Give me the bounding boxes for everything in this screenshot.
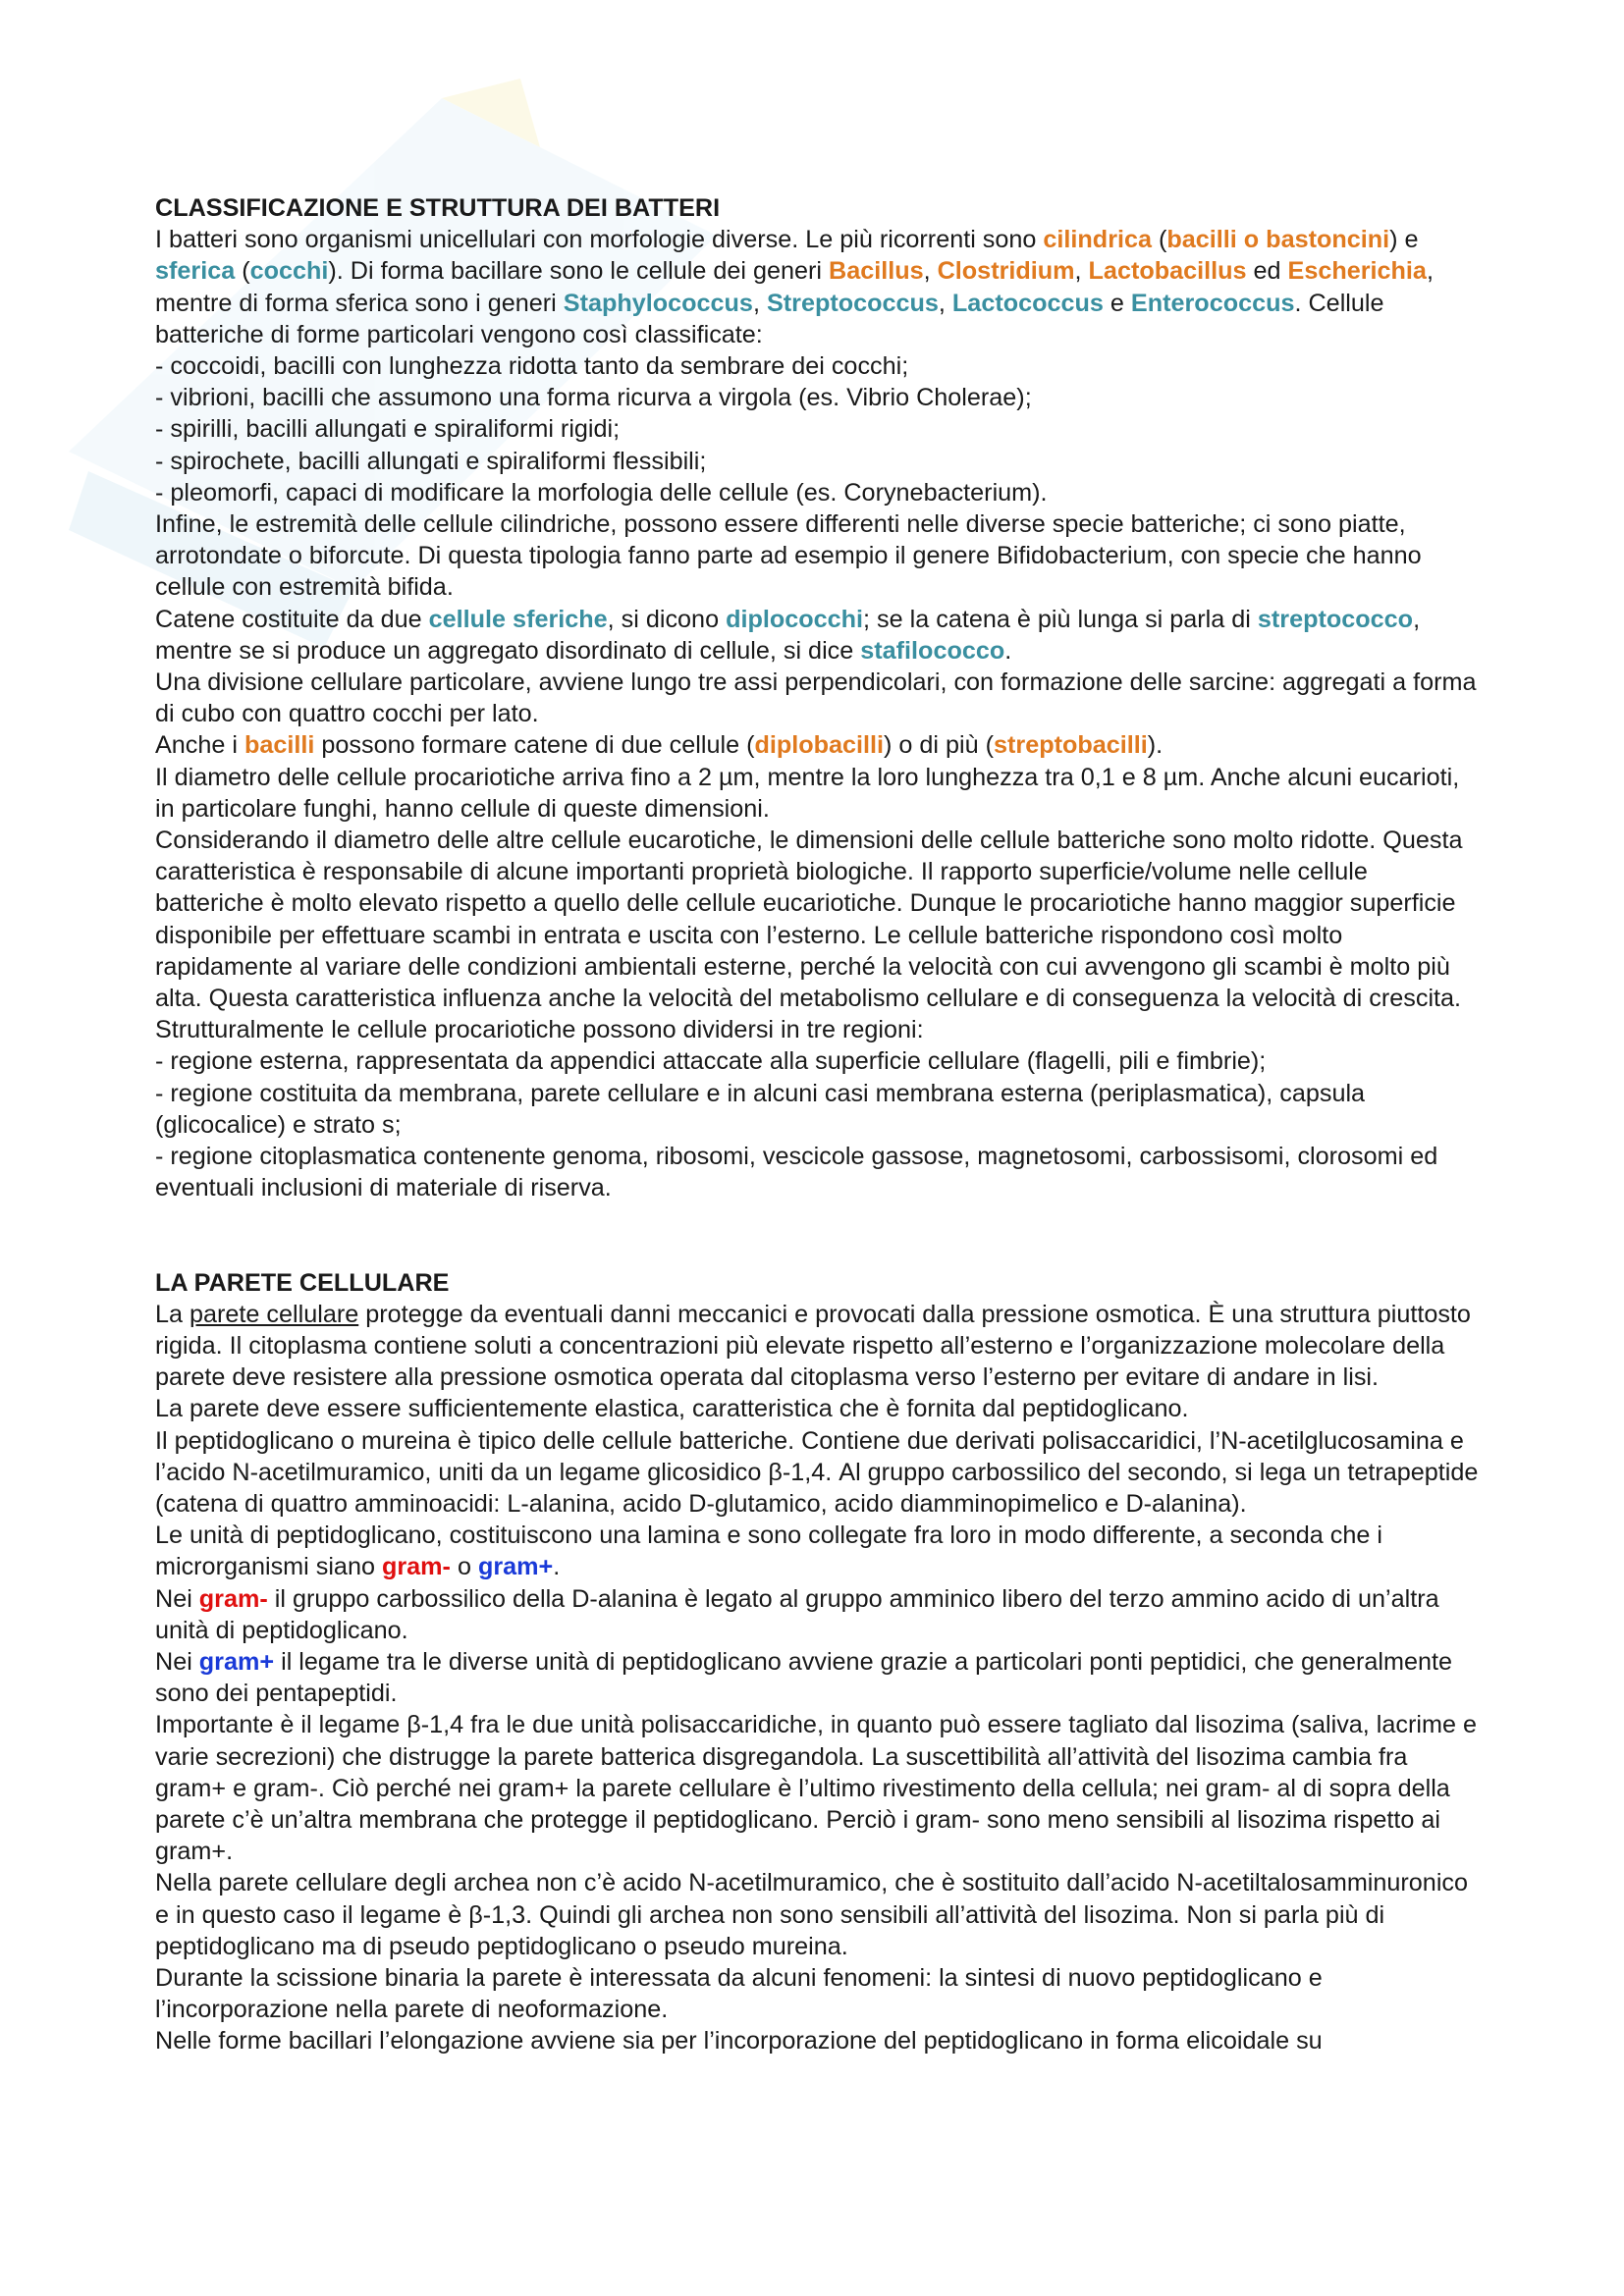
text-run: , mentre se si produce un aggregato disordinato di cellule, si dice — [155, 605, 1421, 665]
text-run: e l’ — [155, 1426, 1464, 1486]
text-run: la parete cellulare è l’ultimo rivestimento della cellula; — [568, 1774, 1165, 1802]
paragraph — [155, 1299, 1481, 1394]
text-run: materiale di riserva — [396, 1174, 605, 1202]
text-run: . Di questa tipologia fanno parte ad esempio il genere — [404, 542, 997, 570]
paragraph — [155, 1962, 1481, 2025]
text-run: o — [450, 1553, 478, 1581]
text-run: La — [155, 1300, 190, 1328]
text-run: sarcine — [1188, 668, 1270, 697]
paragraph — [155, 1646, 1481, 1709]
paragraph — [155, 1014, 1481, 1045]
text-run: , — [752, 289, 767, 317]
text-run: . — [604, 1174, 612, 1202]
text-run: . Contiene due derivati polisaccaridici, l’ — [787, 1426, 1221, 1455]
text-run: - — [155, 352, 171, 381]
text-run: gram+ — [477, 1553, 554, 1581]
text-run: , bacilli allungati e spiraliformi flessibili; — [284, 447, 707, 475]
paragraph — [155, 667, 1481, 729]
text-run: parete cellulare — [189, 1300, 359, 1328]
text-run: diplococchi — [726, 605, 864, 633]
text-run: , bacilli con lunghezza ridotta tanto da sembrare dei cocchi; — [259, 352, 909, 381]
text-run: Bifidobacterium — [996, 542, 1167, 570]
text-run: , — [1266, 1079, 1280, 1107]
text-run: e in alcuni casi — [699, 1079, 876, 1107]
text-run: genoma — [552, 1143, 642, 1171]
text-run: . — [553, 1553, 561, 1581]
text-run: ). — [1147, 731, 1164, 760]
text-run: spirochete — [170, 447, 285, 475]
text-run: rapporto superficie/volume — [940, 858, 1232, 886]
text-run: Le unità di peptidoglicano, costituiscono una lamina e sono collegate fra loro in modo differente, a seconda che i microrganismi siano — [155, 1522, 1382, 1581]
paragraph — [155, 1867, 1481, 1962]
text-run: capsula (glicocalice) — [155, 1079, 1366, 1139]
text-run: cilindrica — [1043, 226, 1153, 254]
paragraph — [155, 1709, 1481, 1867]
text-run: tipico delle cellule batteriche — [478, 1426, 788, 1455]
text-run: , caratteristica che è fornita dal — [678, 1395, 1023, 1423]
text-run: sono organismi unicellulari con morfologie diverse. Le più ricorrenti sono — [238, 226, 1044, 254]
text-run: e — [1149, 1047, 1177, 1076]
text-run: e — [1098, 1489, 1126, 1518]
text-run: , — [1125, 1143, 1140, 1171]
section-gap — [155, 1204, 1481, 1267]
text-run: Escherichia — [1287, 257, 1427, 286]
text-run: , — [1105, 1047, 1119, 1076]
text-run: clorosomi — [1297, 1143, 1404, 1171]
text-run: ). Di forma bacillare sono le cellule dei generi — [328, 257, 830, 286]
text-run: bacilli o bastoncini — [1166, 226, 1390, 254]
text-run: Anche i — [155, 731, 245, 760]
text-run: acido D-glutamico — [623, 1489, 821, 1518]
text-run: Il peptidoglicano o mureina è — [155, 1426, 479, 1455]
text-run: fra le due unità polisaccaridiche, in quanto può essere — [463, 1711, 1069, 1739]
text-run: ( — [1152, 226, 1167, 254]
text-run: , con specie che hanno cellule con — [155, 542, 1422, 602]
text-run: Streptococcus — [766, 289, 939, 317]
text-run: - — [155, 415, 171, 444]
text-run: regione citoplasmatica — [170, 1143, 416, 1171]
text-run: Il diametro delle cellule procariotiche arriva fino a 2 µm, mentre la loro lunghezza tra 0,1 e 8 µm. Anche alcuni eucarioti, in particolare funghi, hanno cellule di queste dimensioni. — [155, 763, 1460, 823]
text-run: . — [446, 573, 454, 602]
section-title: LA PARETE CELLULARE — [155, 1268, 450, 1297]
text-run: ribosomi — [655, 1143, 749, 1171]
text-run: ed eventuali inclusioni di — [155, 1143, 1438, 1202]
text-run: , capaci di modificare la morfologia delle cellule (es. Corynebacterium). — [271, 478, 1048, 507]
text-run: , — [938, 289, 952, 317]
text-run: , — [609, 1489, 623, 1518]
text-run: La parete deve essere sufficientemente — [155, 1395, 595, 1423]
text-run: contenente — [416, 1143, 553, 1171]
text-run: possono formare catene di due cellule ( — [314, 731, 755, 760]
paragraph — [155, 2025, 1481, 2056]
text-run: parete cellulare — [530, 1079, 700, 1107]
text-run: Nelle forme bacillari l’elongazione avviene sia per l’incorporazione del peptidoglicano in forma elicoidale su — [155, 2027, 1323, 2056]
text-run: membrana esterna (periplasmatica) — [875, 1079, 1267, 1107]
text-run: , bacilli che assumono una forma ricurva a virgola (es. Vibrio Cholerae); — [248, 384, 1032, 412]
text-run: spirilli — [170, 415, 233, 444]
text-run: forme particolari — [297, 320, 474, 348]
text-run: , — [748, 1143, 763, 1171]
text-run: , — [516, 1079, 531, 1107]
text-run: streptococco — [1257, 605, 1414, 633]
text-run: - — [155, 384, 171, 412]
paragraph — [155, 1141, 1481, 1203]
paragraph — [155, 1425, 1481, 1521]
text-run: vescicole gassose — [762, 1143, 964, 1171]
text-run: strato s — [313, 1110, 395, 1139]
paragraph — [155, 1045, 1481, 1077]
text-run: gram- — [381, 1553, 451, 1581]
paragraph — [155, 508, 1481, 604]
text-run: magnetosomi — [977, 1143, 1126, 1171]
text-run: ( — [1019, 1047, 1036, 1076]
text-run: , — [820, 1489, 835, 1518]
text-run: Considerando il diametro delle altre cellule eucarotiche, le dimensioni delle cellule batteriche sono molto ridotte. Questa caratteristica è responsabile di alcune importanti proprietà biologiche. Il — [155, 827, 1463, 886]
text-run: il legame tra le diverse unità di peptidoglicano avviene grazie a particolari ponti peptidici, che generalmente sono dei pentapeptidi. — [155, 1647, 1453, 1708]
text-run: gram+ — [198, 1647, 275, 1676]
text-run: ) o di più ( — [884, 731, 995, 760]
text-run: membrana — [398, 1079, 517, 1107]
paragraph — [155, 382, 1481, 413]
text-run: ; — [394, 1110, 402, 1139]
text-run: Lactococcus — [951, 289, 1104, 317]
paragraph — [155, 825, 1481, 1014]
text-run: Una divisione cellulare particolare, avviene lungo tre assi perpendicolari, con formazione delle — [155, 668, 1189, 697]
text-run: (catena di quattro amminoacidi: — [155, 1489, 508, 1518]
text-run: coccoidi — [170, 352, 260, 381]
paragraph — [155, 604, 1481, 667]
text-run: Enterococcus — [1130, 289, 1295, 317]
text-run: , possono essere differenti nelle diverse specie batteriche; ci sono piatte, arrotondate o — [155, 510, 1406, 570]
text-run: ( — [235, 257, 250, 286]
text-run: , — [1074, 257, 1089, 286]
text-run: Catene costituite da due — [155, 605, 429, 633]
paragraph — [155, 413, 1481, 445]
text-run: , si dicono — [607, 605, 727, 633]
text-run: vengono così classificate: — [473, 320, 763, 348]
text-run: D-alanina — [1125, 1489, 1232, 1518]
paragraph — [155, 1078, 1481, 1141]
text-run: pili — [1118, 1047, 1150, 1076]
text-run: acido diamminopimelico — [834, 1489, 1099, 1518]
text-run: fimbrie — [1176, 1047, 1251, 1076]
text-run: Durante la scissione binaria la parete è interessata da alcuni fenomeni: la sintesi di nuovo peptidoglicano e l’incorporazione nella parete di neoformazione. — [155, 1963, 1323, 2024]
text-run: Strutturalmente — [155, 1016, 325, 1044]
text-run: : aggregati a forma di cubo con quattro cocchi per lato. — [155, 668, 1477, 728]
document-body — [155, 192, 1481, 2057]
text-run: bacilli — [244, 731, 315, 760]
text-run: , mentre di forma sferica sono i generi — [155, 257, 1434, 317]
text-run: cocchi — [249, 257, 329, 286]
text-run: Staphylococcus — [563, 289, 753, 317]
text-run: streptobacilli — [994, 731, 1148, 760]
text-run: L-alanina — [507, 1489, 610, 1518]
text-run: ); — [1250, 1047, 1267, 1076]
text-run: ). — [1231, 1489, 1247, 1518]
paragraph — [155, 1583, 1481, 1646]
text-run: ) e — [1389, 226, 1419, 254]
text-run: nei gram- — [1164, 1774, 1271, 1802]
text-run: Clostridium — [937, 257, 1075, 286]
text-run: al di sopra della parete c’è un’altra membrana che protegge il peptidoglicano. Perciò i gram- sono meno sensibili al lisozima rispetto ai gram+. — [155, 1774, 1450, 1866]
text-run: Lactobacillus — [1088, 257, 1247, 286]
text-run: - regione costituita da — [155, 1079, 399, 1107]
text-run: acido N-acetilmuramico — [166, 1458, 425, 1486]
paragraph — [155, 446, 1481, 477]
paragraph — [155, 1393, 1481, 1424]
text-run: , — [1283, 1143, 1298, 1171]
text-run: le cellule procariotiche possono dividersi in tre regioni: — [324, 1016, 924, 1044]
text-run: , — [641, 1143, 656, 1171]
text-run: Importante è il — [155, 1711, 319, 1739]
text-run: e — [1103, 289, 1131, 317]
text-run: , — [963, 1143, 978, 1171]
text-run: elastica — [594, 1395, 679, 1423]
text-run: sferica — [155, 257, 236, 286]
text-run: . Cellule batteriche di — [155, 289, 1384, 348]
text-run: e — [285, 1110, 313, 1139]
text-run: legame β-1,4 — [318, 1711, 464, 1739]
paragraph — [155, 477, 1481, 508]
text-run: . — [1004, 636, 1012, 665]
text-run: diplobacilli — [754, 731, 885, 760]
text-run: , rappresentata da — [342, 1047, 550, 1076]
paragraph — [155, 350, 1481, 382]
text-run: tetrapeptide — [1347, 1458, 1479, 1486]
text-run: ed — [1246, 257, 1288, 286]
text-run: , bacilli allungati e spiraliformi rigidi; — [232, 415, 621, 444]
text-run: estremità delle cellule cilindriche — [255, 510, 611, 539]
text-run: Nei — [155, 1647, 199, 1676]
paragraph — [155, 762, 1481, 825]
text-run: . — [1181, 1395, 1189, 1423]
text-run: gram- — [198, 1584, 268, 1613]
text-run: N-acetilglucosamina — [1220, 1426, 1443, 1455]
text-run: - — [155, 447, 171, 475]
paragraph — [155, 224, 1481, 350]
text-run: Infine, le — [155, 510, 256, 539]
text-run: non c’è acido N-acetilmuramico, che è sostituito dall’acido N-acetiltalosamminuronico e in questo caso il legame è β-1,3. Quindi gli archea non sono sensibili all’attività del lisozima. Non si parla più di peptidoglicano ma di pseudo peptidoglicano o pseudo mureina. — [155, 1869, 1469, 1960]
text-run: - — [155, 1143, 171, 1171]
text-run: pleomorfi — [170, 478, 272, 507]
text-run: biforcute — [308, 542, 405, 570]
text-run: nelle cellule batteriche è molto elevato rispetto a quello delle cellule eucariotiche. Dunque le procariotiche hanno maggior superficie disponibile per effettuare scambi in entrata e uscita con l’esterno. Le cellule batteriche rispondono così molto rapidamente al variare delle condizioni ambientali esterne, perché la velocità con cui avvengono gli scambi è molto più alta. Questa caratteristica influenza anche la velocità del metabolismo cellulare e di conseguenza la velocità di crescita. — [155, 858, 1462, 1013]
text-run: - — [155, 478, 171, 507]
text-run: Nella — [155, 1869, 219, 1897]
paragraph — [155, 729, 1481, 761]
text-run: Bacillus — [829, 257, 924, 286]
text-run: regione esterna — [170, 1047, 343, 1076]
text-run: - — [155, 1047, 171, 1076]
section-title: CLASSIFICAZIONE E STRUTTURA DEI BATTERI — [155, 194, 721, 222]
text-run: Nei — [155, 1584, 199, 1613]
text-run: protegge da eventuali danni meccanici e provocati dalla pressione osmotica. È una struttura piuttosto rigida. Il citoplasma contiene soluti a concentrazioni più elevate rispetto all’esterno e l’organizzazione molecolare della parete deve resistere alla pressione osmotica operata dal citoplasma verso l’esterno per evitare di andare in lisi. — [155, 1300, 1471, 1392]
text-run: nei gram+ — [458, 1774, 569, 1802]
text-run: I — [155, 226, 169, 254]
text-run: (saliva, lacrime e varie secrezioni) che distrugge la parete batterica disgregandola. La suscettibilità all’attività del lisozima cambia fra gram+ e gram-. Ciò perché — [155, 1711, 1477, 1802]
text-run: , uniti da un legame glicosidico β-1,4. Al gruppo carbossilico del secondo, si lega un — [424, 1458, 1348, 1486]
text-run: stafilococco — [860, 636, 1005, 665]
text-run: peptidoglicano — [1022, 1395, 1182, 1423]
text-run: parete cellulare degli archea — [218, 1869, 529, 1897]
text-run: il gruppo carbossilico della D-alanina è legato al gruppo amminico libero del terzo ammino acido di un’altra unità di peptidoglicano. — [155, 1584, 1439, 1644]
text-run: batteri — [169, 226, 239, 254]
text-run: appendici attaccate alla superficie cellulare — [549, 1047, 1020, 1076]
text-run: vibrioni — [170, 384, 249, 412]
paragraph — [155, 1520, 1481, 1582]
text-run: , — [923, 257, 938, 286]
text-run: estremità bifida — [279, 573, 447, 602]
text-run: tagliato dal lisozima — [1068, 1711, 1285, 1739]
text-run: cellule sferiche — [428, 605, 608, 633]
text-run: flagelli — [1035, 1047, 1106, 1076]
text-run: carbossisomi — [1139, 1143, 1284, 1171]
text-run: ; se la catena è più lunga si parla di — [863, 605, 1258, 633]
